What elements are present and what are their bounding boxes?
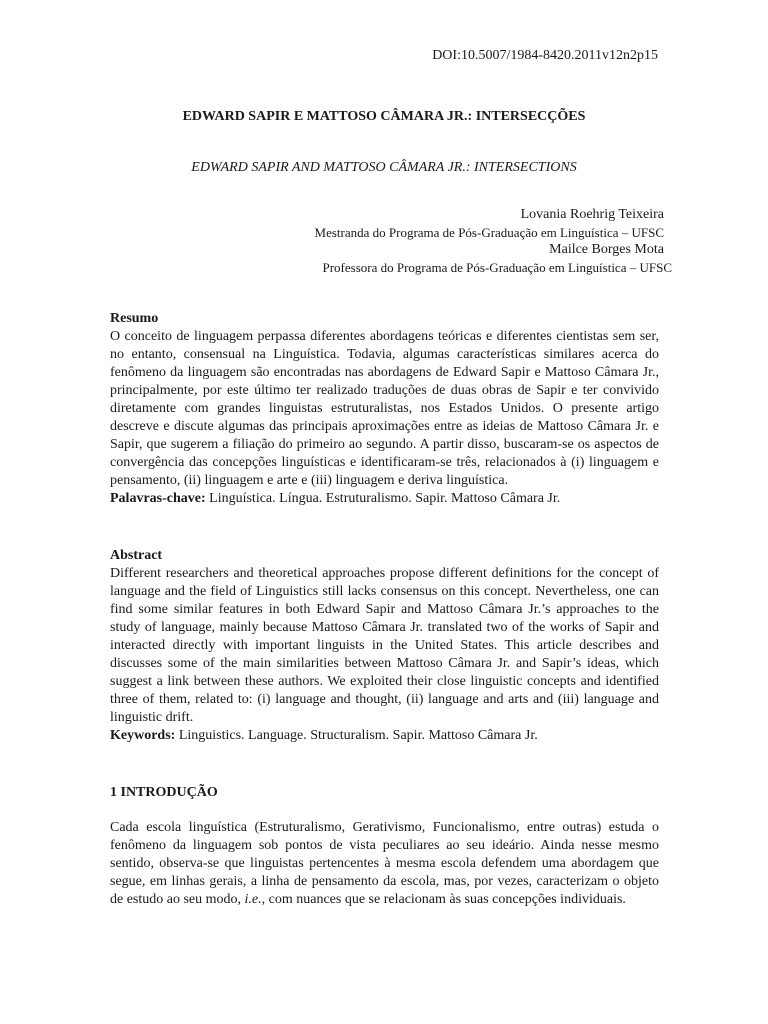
abstract-keywords [110,727,659,745]
resumo-heading: Resumo [110,311,159,326]
introduction-heading-block [110,784,659,802]
abstract-heading: Abstract [110,548,163,563]
resumo-body: O conceito de linguagem perpassa diferentes abordagens teóricas e diferentes cientistas sem ser, no entanto, consensual na Linguística. Todavia, algumas características similares acerca do fenômeno da linguagem são encontradas nas abordagens de Edward Sapir e Mattoso Câmara Jr., principalmente, por este último ter realizado traduções de duas obras de Sapir e ter convivido diretamente com grandes linguistas estruturalistas, nos Estados Unidos. O presente artigo descreve e discute algumas das principais aproximações entre as ideias de Mattoso Câmara Jr. e Sapir, que sugerem a filiação do primeiro ao segundo. A partir disso, buscaram-se os aspectos de convergência das concepções linguísticas e identificaram-se três, relacionados à (i) linguagem e pensamento, (ii) linguagem e arte e (iii) linguagem e deriva linguística. [110,329,659,488]
introduction-text: Cada escola linguística (Estruturalismo, Gerativismo, Funcionalismo, entre outras) estuda o fenômeno da linguagem sob pontos de vista peculiares ao seu ideário. Ainda nesse mesmo sentido, observa-se que linguistas pertencentes à mesma escola defendem uma abordagem que segue, em linhas gerais, a linha de pensamento da escola, mas, por vezes, caracterizam o objeto de estudo ao seu modo, [110,820,659,907]
resumo-section [110,310,659,508]
author-name: Mailce Borges Mota [549,242,664,257]
author-affiliation: Professora do Programa de Pós-Graduação em Linguística – UFSC [322,260,672,275]
article-title: EDWARD SAPIR E MATTOSO CÂMARA JR.: INTERSECÇÕES [182,109,586,124]
introduction-section [110,819,659,909]
keywords-list: Linguística. Língua. Estruturalismo. Sapir. Mattoso Câmara Jr. [205,491,561,506]
article-subtitle: EDWARD SAPIR AND MATTOSO CÂMARA JR.: INTERSECTIONS [191,160,577,175]
keywords-list: Linguistics. Language. Structuralism. Sapir. Mattoso Câmara Jr. [175,728,538,743]
author-name: Lovania Roehrig Teixeira [520,207,664,222]
author-block [314,206,672,276]
doi-identifier: DOI:10.5007/1984-8420.2011v12n2p15 [432,48,658,63]
introduction-text: , com nuances que se relacionam às suas concepções individuais. [261,892,626,907]
abstract-section [110,547,659,745]
keywords-label: Keywords: [110,728,176,743]
abstract-body: Different researchers and theoretical approaches propose different definitions for the concept of language and the field of Linguistics still lacks consensus on this concept. Nevertheless, one can find some similar features in both Edward Sapir and Mattoso Câmara Jr.’s approaches to the study of language, mainly because Mattoso Câmara Jr. translated two of the works of Sapir and interacted directly with important linguists in the United States. This article describes and discusses some of the main similarities between Mattoso Câmara Jr. and Sapir’s ideas, which suggest a link between these authors. We exploited their close linguistic concepts and identified three of them, related to: (i) language and thought, (ii) language and arts and (iii) language and linguistic drift. [110,566,659,725]
introduction-italic-text: i.e. [244,892,262,907]
author-affiliation: Mestranda do Programa de Pós-Graduação em Linguística – UFSC [314,225,664,240]
introduction-heading: 1 INTRODUÇÃO [110,785,218,800]
keywords-label: Palavras-chave: [110,491,206,506]
introduction-body [110,819,659,909]
resumo-keywords [110,490,659,508]
